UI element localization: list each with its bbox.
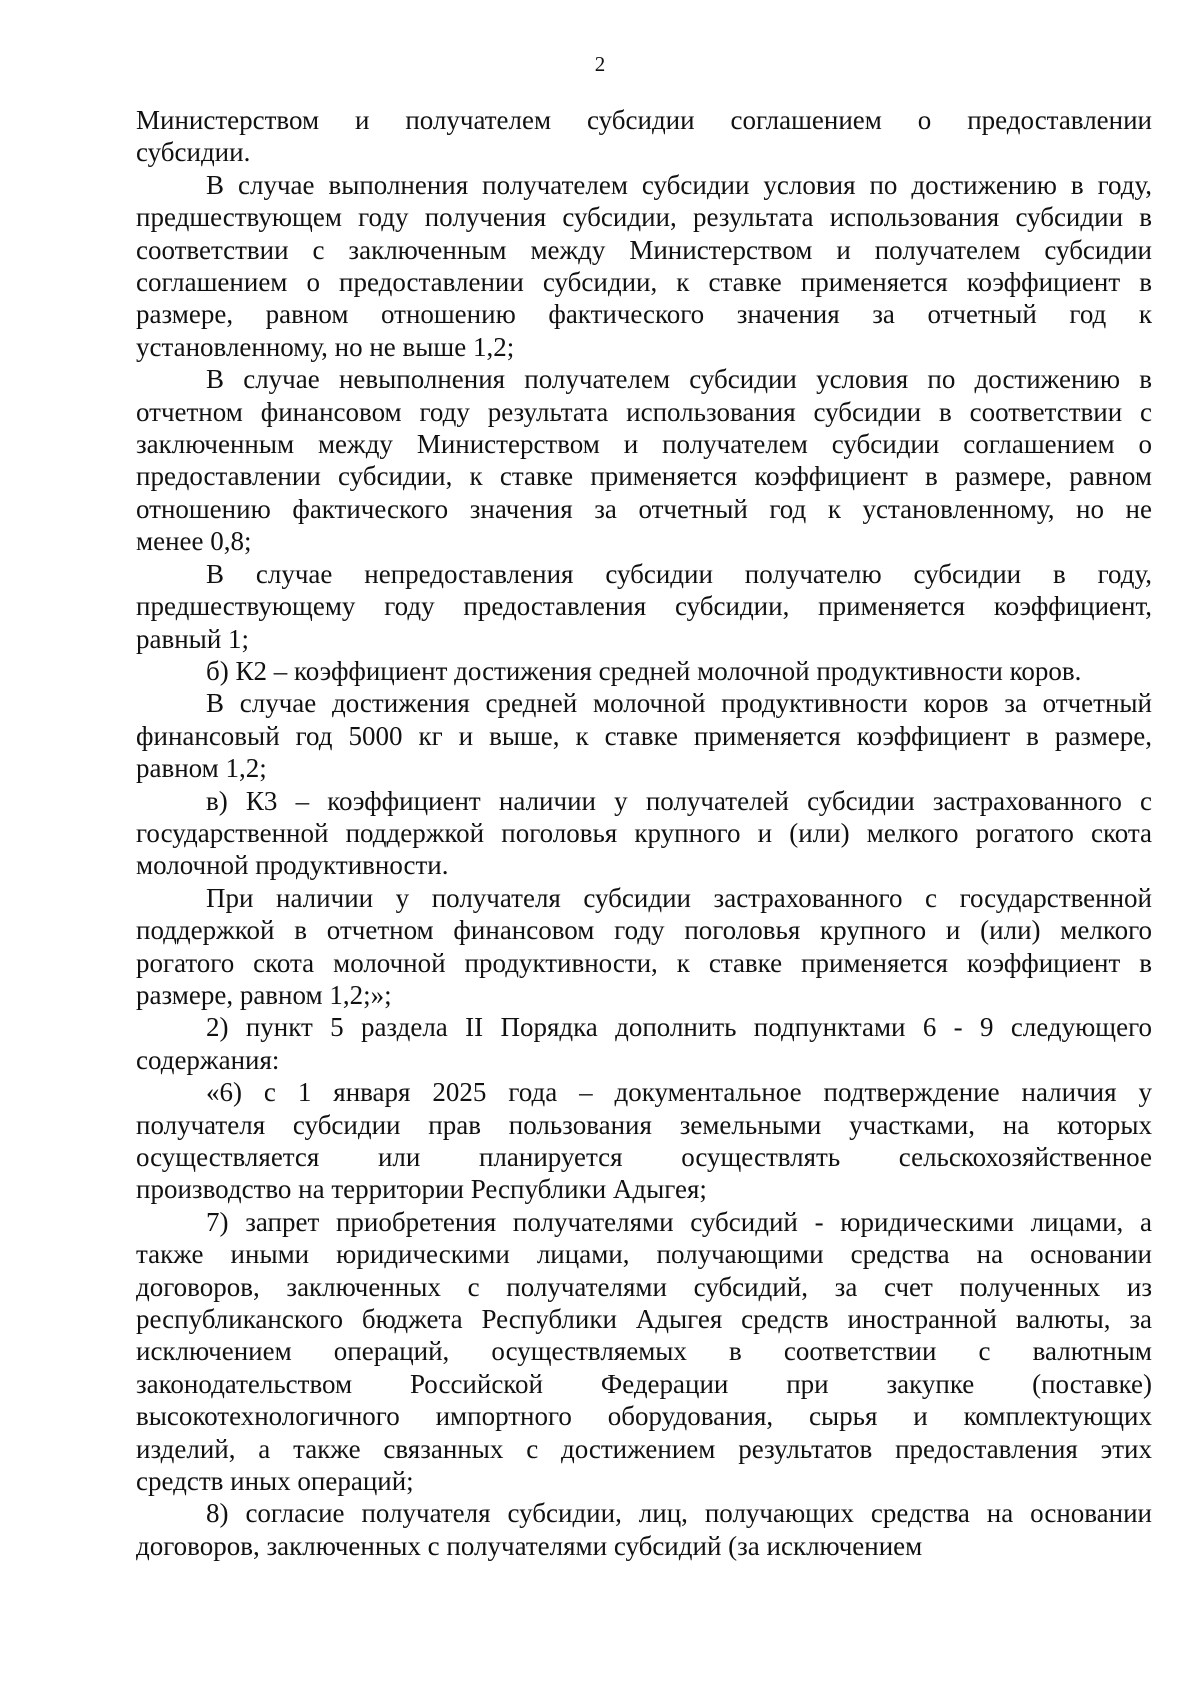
- text-line: договоров, заключенных с получателями субсидий (за исключением: [136, 1530, 923, 1561]
- text-line: исключением операций, осуществляемых в соответствии с валютным: [136, 1336, 1152, 1367]
- paragraph: [136, 558, 1152, 655]
- text-line: равный 1;: [136, 623, 250, 654]
- text-line: б) К2 – коэффициент достижения средней молочной продуктивности коров.: [206, 655, 1082, 686]
- paragraph: [136, 363, 1152, 557]
- text-line: производство на территории Республики Адыгея;: [136, 1174, 707, 1205]
- text-line: размере, равном отношению фактического значения за отчетный год к: [136, 299, 1152, 330]
- text-line: В случае непредоставления субсидии получателю субсидии в году,: [206, 558, 1152, 589]
- paragraph: [136, 1076, 1152, 1206]
- text-line: молочной продуктивности.: [136, 850, 449, 881]
- paragraph: [136, 655, 1152, 687]
- paragraph: [136, 1497, 1152, 1562]
- text-line: получателя субсидии прав пользования земельными участками, на которых: [136, 1109, 1152, 1140]
- text-line: осуществляется или планируется осуществлять сельскохозяйственное: [136, 1142, 1152, 1172]
- text-line: государственной поддержкой поголовья крупного и (или) мелкого рогатого скота: [136, 817, 1152, 848]
- text-line: В случае достижения средней молочной продуктивности коров за отчетный: [206, 688, 1152, 719]
- text-line: законодательством Российской Федерации при закупке (поставке): [136, 1368, 1152, 1399]
- text-line: 2) пункт 5 раздела II Порядка дополнить подпунктами 6 - 9 следующего: [206, 1012, 1152, 1043]
- text-line: предшествующем году получения субсидии, результата использования субсидии в: [136, 202, 1152, 233]
- text-line: изделий, а также связанных с достижением результатов предоставления этих: [136, 1433, 1152, 1464]
- text-line: В случае невыполнения получателем субсидии условия по достижению в: [206, 364, 1152, 395]
- text-line: Министерством и получателем субсидии соглашением о предоставлении: [136, 105, 1152, 135]
- text-line: отношению фактического значения за отчетный год к установленному, но не: [136, 493, 1152, 524]
- text-line: установленному, но не выше 1,2;: [136, 331, 515, 362]
- paragraph: [136, 687, 1152, 784]
- text-line: в) К3 – коэффициент наличии у получателей субсидии застрахованного с: [206, 785, 1152, 816]
- paragraph: [136, 169, 1152, 363]
- text-line: субсидии.: [136, 137, 251, 168]
- text-line: республиканского бюджета Республики Адыгея средств иностранной валюты, за: [136, 1304, 1152, 1335]
- page-number: 2: [594, 52, 606, 76]
- text-line: «6) с 1 января 2025 года – документальное подтверждение наличия у: [206, 1077, 1152, 1108]
- text-line: содержания:: [136, 1044, 280, 1075]
- text-line: также иными юридическими лицами, получающими средства на основании: [136, 1239, 1152, 1270]
- text-line: 7) запрет приобретения получателями субсидий - юридическими лицами, а: [206, 1206, 1152, 1237]
- text-line: соглашением о предоставлении субсидии, к ставке применяется коэффициент в: [136, 267, 1152, 298]
- text-line: соответствии с заключенным между Министерством и получателем субсидии: [136, 234, 1152, 265]
- text-line: договоров, заключенных с получателями субсидий, за счет полученных из: [136, 1271, 1152, 1302]
- text-line: предшествующему году предоставления субсидии, применяется коэффициент,: [136, 591, 1152, 622]
- text-line: финансовый год 5000 кг и выше, к ставке применяется коэффициент в размере,: [136, 720, 1152, 751]
- text-line: При наличии у получателя субсидии застрахованного с государственной: [206, 882, 1152, 913]
- text-line: предоставлении субсидии, к ставке применяется коэффициент в размере, равном: [136, 461, 1152, 492]
- text-line: равном 1,2;: [136, 753, 267, 784]
- text-line: отчетном финансовом году результата использования субсидии в соответствии с: [136, 396, 1152, 427]
- paragraph: [136, 785, 1152, 882]
- text-line: менее 0,8;: [136, 526, 252, 557]
- paragraph: [136, 1206, 1152, 1498]
- paragraph: [136, 882, 1152, 1012]
- text-line: высокотехнологичного импортного оборудования, сырья и комплектующих: [136, 1401, 1152, 1432]
- text-line: поддержкой в отчетном финансовом году поголовья крупного и (или) мелкого: [136, 915, 1152, 946]
- text-line: В случае выполнения получателем субсидии условия по достижению в году,: [206, 169, 1152, 200]
- text-line: 8) согласие получателя субсидии, лиц, получающих средства на основании: [206, 1498, 1152, 1529]
- text-line: средств иных операций;: [136, 1466, 414, 1497]
- text-line: размере, равном 1,2;»;: [136, 979, 392, 1010]
- text-line: заключенным между Министерством и получателем субсидии соглашением о: [136, 429, 1152, 460]
- paragraph: [136, 104, 1152, 169]
- paragraph: [136, 1011, 1152, 1076]
- document-body: [136, 104, 1152, 1562]
- text-line: рогатого скота молочной продуктивности, к ставке применяется коэффициент в: [136, 947, 1152, 978]
